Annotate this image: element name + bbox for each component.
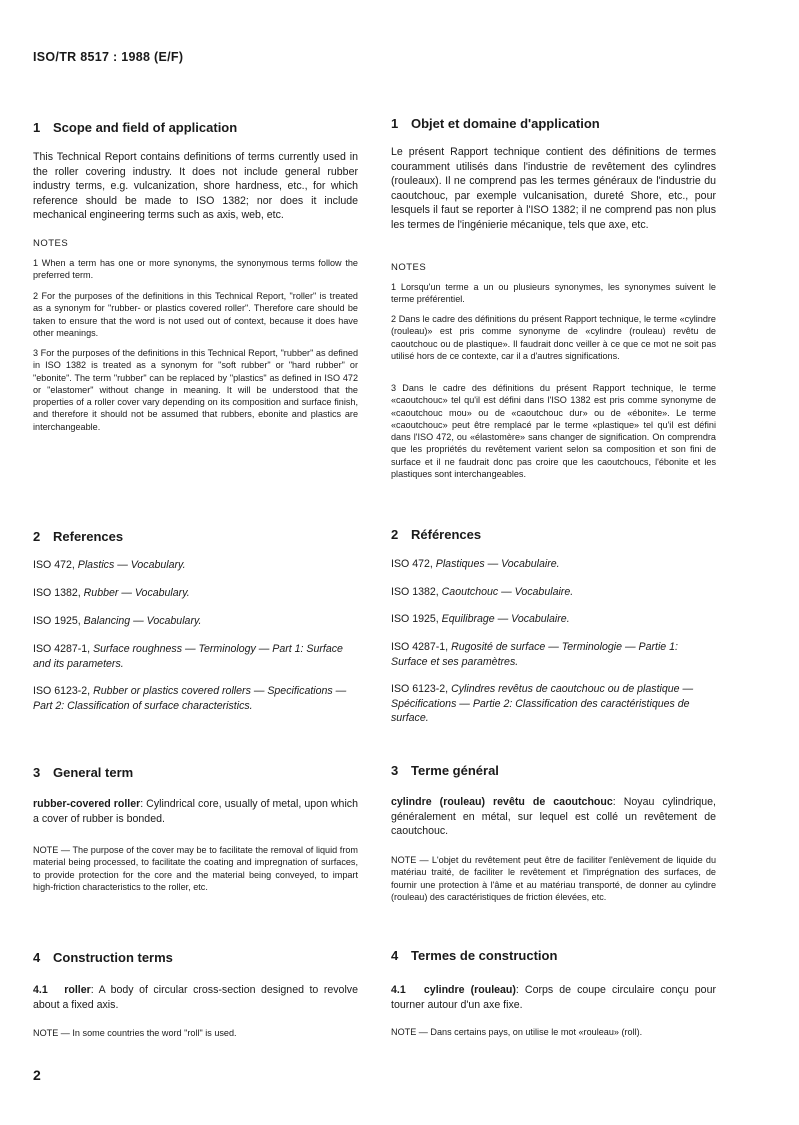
document-header: ISO/TR 8517 : 1988 (E/F): [33, 50, 184, 64]
section-number: 2: [33, 529, 41, 544]
reference-item: [33, 684, 358, 713]
section-general-term-fr: [391, 763, 716, 778]
section-number: 3: [33, 765, 41, 780]
note-2: 2 Dans le cadre des définitions du présent Rapport technique, le terme «cylindre (rouleau)» est pris comme synonyme de «cylindre (rouleau) revêtu de caoutchouc ou de plastique». Il faudrait donc veiller à ce que ce mot ne soit pas utilisé hors de ce contexte, car il a d'autres significations.: [391, 314, 716, 361]
reference-code: ISO 472,: [391, 558, 436, 570]
reference-code: ISO 4287-1,: [391, 641, 452, 653]
reference-code: ISO 6123-2,: [33, 685, 94, 697]
reference-item: [33, 642, 358, 671]
term-definition: [33, 797, 358, 826]
section-heading: [33, 765, 358, 780]
section-title: Termes de construction: [411, 948, 558, 963]
reference-title: Equilibrage — Vocabulaire.: [441, 613, 570, 625]
term-name: 4.1 cylindre (rouleau): [391, 984, 516, 996]
reference-code: ISO 1382,: [391, 586, 442, 598]
section-title: Références: [411, 527, 482, 542]
term-name: cylindre (rouleau) revêtu de caoutchouc: [391, 796, 613, 808]
reference-title: Rubber or plastics covered rollers — Specifications — Part 2: Classification of surface characteristics.: [33, 685, 347, 712]
reference-title: Rubber — Vocabulary.: [83, 587, 190, 599]
reference-item: [33, 614, 358, 629]
section-references-fr: [391, 527, 716, 542]
section-references-en: [33, 529, 358, 544]
reference-code: ISO 6123-2,: [391, 683, 452, 695]
reference-item: [33, 586, 358, 601]
section-number: 3: [391, 763, 399, 778]
reference-code: ISO 472,: [33, 559, 78, 571]
reference-code: ISO 1925,: [33, 615, 84, 627]
reference-title: Caoutchouc — Vocabulaire.: [441, 586, 574, 598]
section-number: 4: [391, 948, 399, 963]
reference-item: [391, 640, 716, 669]
note-1: 1 Lorsqu'un terme a un ou plusieurs synonymes, les synonymes suivent le terme préférentiel.: [391, 282, 716, 305]
section-number: 1: [391, 116, 399, 131]
section-scope-en: [33, 120, 358, 135]
reference-title: Rugosité de surface — Terminologie — Partie 1: Surface et ses paramètres.: [391, 641, 678, 668]
section-title: Terme général: [411, 763, 499, 778]
section-heading: [33, 529, 358, 544]
note-3: 3 For the purposes of the definitions in this Technical Report, "rubber" as defined in ISO 1382 is treated as a synonym for "soft rubber" or "hard rubber" or "ebonite". The term "rubber" can be replaced by "plastics" as defined in ISO 472 or "elastomer" without change in meaning. It will be understood that the properties of a roller cover vary depending on its composition and surface finish, and therefore it should not be assumed that rubbers, ebonite and plastics are interchangeable.: [33, 348, 358, 432]
reference-title: Cylindres revêtus de caoutchouc ou de plastique — Spécifications — Partie 2: Classification des caractéristiques de surface.: [391, 683, 694, 725]
reference-title: Balancing — Vocabulary.: [83, 615, 202, 627]
section-heading: [33, 950, 358, 965]
note-1: 1 When a term has one or more synonyms, the synonymous terms follow the preferred term.: [33, 258, 358, 281]
term-text: : A body of circular cross-section designed to revolve about a fixed axis.: [33, 984, 358, 1011]
reference-item: [391, 612, 716, 627]
section-title: References: [53, 529, 124, 544]
section-number: 1: [33, 120, 41, 135]
section-heading: [391, 116, 716, 131]
section-general-term-en: [33, 765, 358, 780]
section-construction-en: [33, 950, 358, 965]
term-note: NOTE — Dans certains pays, on utilise le mot «rouleau» (roll).: [391, 1027, 643, 1037]
reference-code: ISO 1925,: [391, 613, 442, 625]
term-text: : Corps de coupe circulaire conçu pour tourner autour d'un axe fixe.: [391, 984, 716, 1011]
section-scope-fr: [391, 116, 716, 131]
note-2: 2 For the purposes of the definitions in this Technical Report, "roller" is treated as a synonym for "rubber- or plastics covered roller". Therefore care should be taken to ensure that the word is not used out of context, because it does have other meanings.: [33, 291, 358, 338]
note-3: 3 Dans le cadre des définitions du présent Rapport technique, le terme «caoutchouc» tel qu'il est défini dans l'ISO 1382 est pris comme synonyme de «caoutchouc mou» ou de «caoutchouc dur» ou de «ébonite». Le terme «caoutchouc» peut être remplacé par le terme «plastique» tel qu'il est défini dans l'ISO 472, ou «élastomère» sans changer de signification. On comprendra que les propriétés du revêtement varient selon sa composition et son fini de surface et il ne faudrait donc pas croire que les caoutchoucs, l'ébonite et les plastiques sont interchangeables.: [391, 383, 716, 480]
section-construction-fr: [391, 948, 716, 963]
section-number: 4: [33, 950, 41, 965]
page-number: 2: [33, 1067, 41, 1083]
scope-paragraph: This Technical Report contains definitions of terms currently used in the roller covering industry. It does not include general rubber industry terms, e.g. vulcanization, shore hardness, etc., for which reference should be made to ISO 1382; nor does it include mechanical engineering terms such as axis, web, etc.: [33, 151, 358, 222]
section-title: Objet et domaine d'application: [411, 116, 600, 131]
notes-label: NOTES: [391, 262, 427, 273]
reference-code: ISO 1382,: [33, 587, 84, 599]
section-heading: [33, 120, 358, 135]
section-title: Scope and field of application: [53, 120, 238, 135]
reference-item: [391, 557, 716, 572]
reference-title: Plastics — Vocabulary.: [77, 559, 186, 571]
term-note: NOTE — L'objet du revêtement peut être de faciliter l'enlèvement de liquide du matériau traité, de faciliter le revêtement et l'imprégnation des surfaces, de fournir une protection à l'âme et au matériau transporté, de donner au cylindre (rouleau) des caractéristiques de friction élevées, etc.: [391, 855, 716, 902]
term-definition: [391, 983, 716, 1012]
term-definition: [33, 983, 358, 1012]
reference-item: [391, 682, 716, 726]
term-text: : Noyau cylindrique, généralement en métal, sur lequel est collé un revêtement de caoutchouc.: [391, 796, 716, 838]
reference-title: Plastiques — Vocabulaire.: [435, 558, 560, 570]
section-heading: [391, 948, 716, 963]
term-name: 4.1 roller: [33, 984, 91, 996]
reference-item: [33, 558, 358, 573]
section-number: 2: [391, 527, 399, 542]
reference-code: ISO 4287-1,: [33, 643, 94, 655]
section-heading: [391, 763, 716, 778]
term-note: NOTE — The purpose of the cover may be to facilitate the removal of liquid from material being processed, to facilitate the coating and impregnation of surfaces, to provide protection for the core and the material being conveyed, to impart high-friction characteristics to the roller, etc.: [33, 845, 358, 892]
term-definition: [391, 795, 716, 839]
section-title: General term: [53, 765, 134, 780]
term-name: rubber-covered roller: [33, 798, 141, 810]
reference-item: [391, 585, 716, 600]
term-text: : Cylindrical core, usually of metal, upon which a cover of rubber is bonded.: [33, 798, 358, 825]
term-note: NOTE — In some countries the word "roll" is used.: [33, 1028, 237, 1038]
section-heading: [391, 527, 716, 542]
reference-title: Surface roughness — Terminology — Part 1: Surface and its parameters.: [33, 643, 343, 670]
section-title: Construction terms: [53, 950, 173, 965]
scope-paragraph: Le présent Rapport technique contient des définitions de termes couramment utilisés dans l'industrie de revêtement des cylindres (rouleaux). Il ne comprend pas les termes généraux de l'industrie du caoutchouc, par exemple vulcanisation, dureté Shore, etc., pour lesquels il faut se reporter à l'ISO 1382; il ne comprend pas non plus les termes de l'ingénierie mécanique, tels que axe, etc.: [391, 146, 716, 231]
notes-label: NOTES: [33, 238, 69, 249]
